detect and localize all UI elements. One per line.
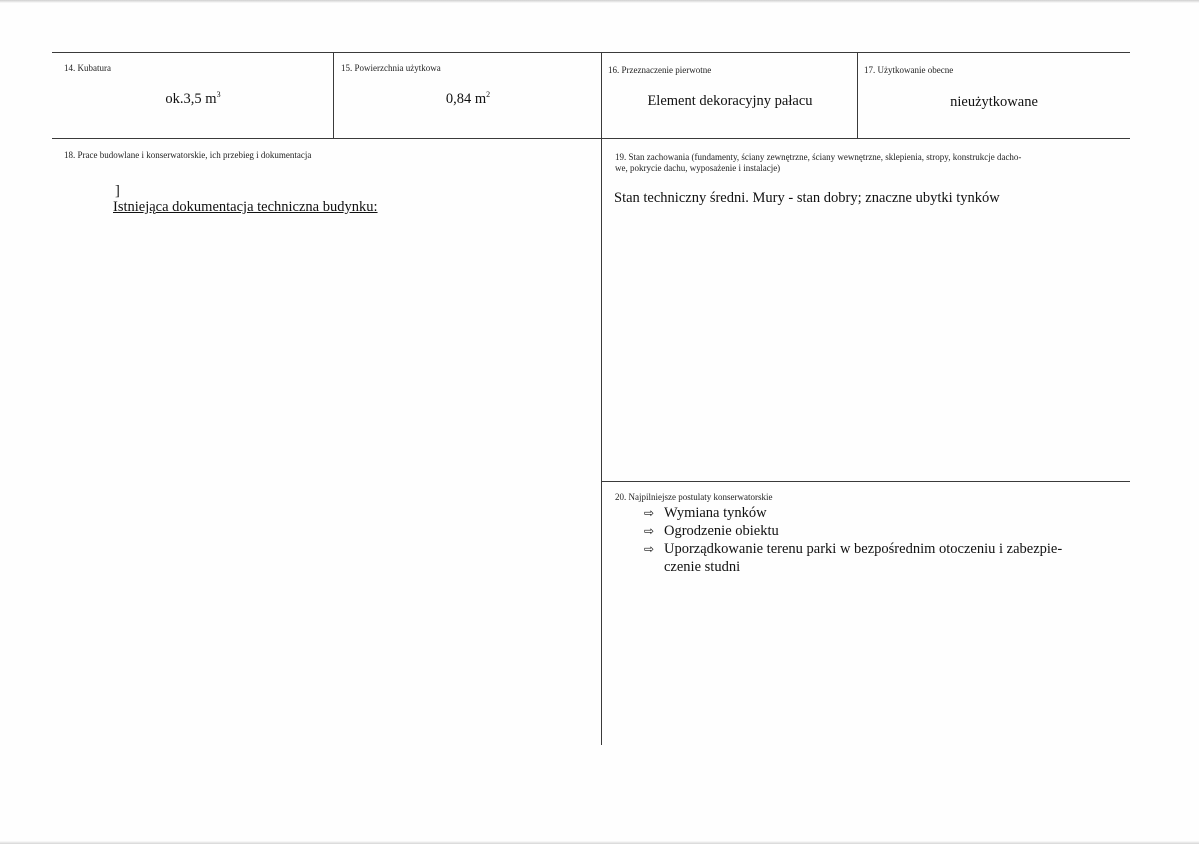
list-item-text-continued: czenie studni [664,559,741,575]
row-divider-1 [52,138,1130,139]
field-19-label-line2: we, pokrycie dachu, wyposażenie i instalacje) [615,163,781,173]
list-item-text: Uporządkowanie terenu parki w bezpośrednim otoczeniu i zabezpie- [664,541,1063,557]
list-item-text: Ogrodzenie obiektu [664,523,779,539]
list-item [644,522,1114,540]
field-20-label: 20. Najpilniejsze postulaty konserwatorskie [615,492,773,502]
col-divider-main [601,52,602,745]
field-17-label: 17. Użytkowanie obecne [864,65,954,75]
scan-edge-top [0,0,1199,3]
field-15-value [340,90,596,108]
table-top-border [52,52,1130,53]
field-15-value-sup: 2 [486,90,491,99]
field-19-text: Stan techniczny średni. Mury - stan dobry; znaczne ubytki tynków [614,190,1000,206]
list-item [644,540,1114,576]
field-17-value: nieużytkowane [950,94,1038,110]
right-arrow-outline-icon: ⇨ [644,506,655,520]
field-20-list [644,504,1114,576]
right-arrow-outline-icon: ⇨ [644,524,655,538]
right-arrow-outline-icon: ⇨ [644,542,655,556]
field-19-label-line1: 19. Stan zachowania (fundamenty, ściany zewnętrzne, ściany wewnętrzne, sklepienia, stropy, konstrukcje dacho- [615,152,1022,162]
field-14-value-sup: 3 [216,90,221,99]
row-divider-2 [601,481,1130,482]
field-14-value [62,90,324,108]
list-item [644,504,1114,522]
field-16-label: 16. Przeznaczenie pierwotne [608,65,712,75]
field-16-value: Element dekoracyjny pałacu [647,93,813,109]
field-18-label: 18. Prace budowlane i konserwatorskie, ich przebieg i dokumentacja [64,150,312,160]
col-divider-16-17 [857,52,858,138]
field-18-text: Istniejąca dokumentacja techniczna budynku: [113,199,378,215]
col-divider-14-15 [333,52,334,138]
field-15-value-main: 0,84 m [445,90,487,107]
list-item-text: Wymiana tynków [664,505,767,521]
field-18-mark: ] [115,183,120,199]
field-14-value-main: ok.3,5 m [165,90,217,107]
field-14-label: 14. Kubatura [64,63,111,73]
field-15-label: 15. Powierzchnia użytkowa [341,63,441,73]
